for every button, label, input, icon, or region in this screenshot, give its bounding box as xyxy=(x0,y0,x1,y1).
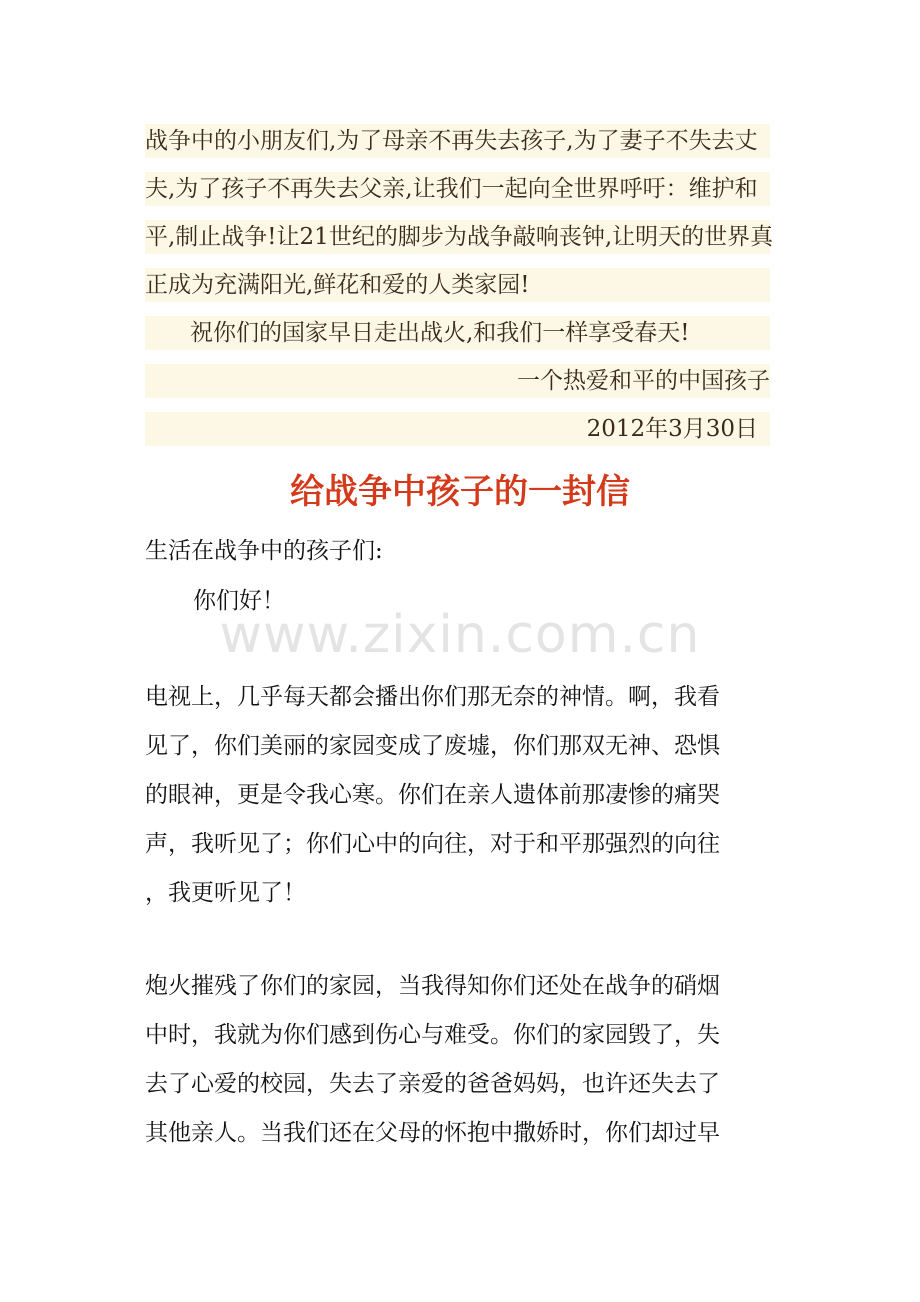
paragraph1-line-3: 的眼神，更是令我心寒。你们在亲人遗体前那凄惨的痛哭 xyxy=(145,782,720,808)
excerpt-line-2: 夫,为了孩子不再失去父亲,让我们一起向全世界呼吁：维护和 xyxy=(145,172,770,206)
excerpt-signature: 一个热爱和平的中国孩子 xyxy=(145,364,770,398)
excerpt-date: 2012年3月30日 xyxy=(145,412,770,446)
paragraph1-line-5: ，我更听见了！ xyxy=(145,880,306,906)
excerpt-line-1: 战争中的小朋友们,为了母亲不再失去孩子,为了妻子不失去丈 xyxy=(145,124,770,158)
paragraph1-line-1: 电视上，几乎每天都会播出你们那无奈的神情。啊，我看 xyxy=(145,684,720,710)
paragraph2-line-3: 去了心爱的校园，失去了亲爱的爸爸妈妈，也许还失去了 xyxy=(145,1071,720,1097)
excerpt-line-4: 正成为充满阳光,鲜花和爱的人类家园! xyxy=(145,268,770,302)
letter-salutation: 生活在战争中的孩子们: xyxy=(145,538,383,564)
excerpt-line-3: 平,制止战争!让21世纪的脚步为战争敲响丧钟,让明天的世界真 xyxy=(145,220,770,254)
watermark-text: www.zixin.com.cn xyxy=(219,605,701,665)
excerpt-wish: 祝你们的国家早日走出战火,和我们一样享受春天! xyxy=(145,316,770,350)
paragraph2-line-1: 炮火摧残了你们的家园，当我得知你们还处在战争的硝烟 xyxy=(145,973,720,999)
paragraph1-line-2: 见了，你们美丽的家园变成了废墟，你们那双无神、恐惧 xyxy=(145,733,720,759)
letter-greeting: 你们好！ xyxy=(193,588,285,614)
letter-title: 给战争中孩子的一封信 xyxy=(290,472,630,512)
paragraph1-line-4: 声，我听见了；你们心中的向往，对于和平那强烈的向往 xyxy=(145,831,720,857)
paragraph2-line-4: 其他亲人。当我们还在父母的怀抱中撒娇时，你们却过早 xyxy=(145,1120,720,1146)
paragraph2-line-2: 中时，我就为你们感到伤心与难受。你们的家园毁了，失 xyxy=(145,1022,720,1048)
